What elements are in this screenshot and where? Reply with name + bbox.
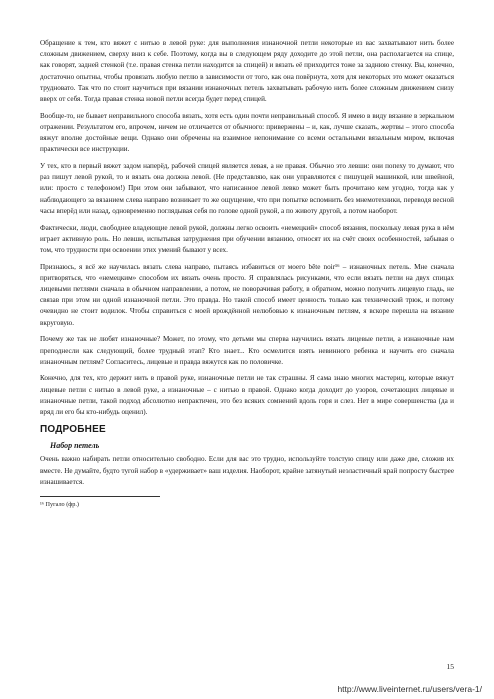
paragraph-6: Почему же так не любят изнаночные? Может, по этому, что детьми мы сперва научились вязать лицевые петли, а изнаночные нам преподнесли как следующий, более трудный этап? Кто знает... Кто осмелится взять невинного ребенка и научить его сначала изнаночным петлям? Согласитесь, лицевые и правда вяжутся как по половичке. bbox=[40, 335, 454, 366]
footnote-divider bbox=[40, 496, 160, 497]
paragraph-1: Обращение к тем, кто вяжет с нитью в левой руке: для выполнения изнаночной петли некоторые из вас захватывают нить более сложным движением, сверху вниз к себе. Поэтому, когда вы в следующем ряду доходите до этой петли, она располагается на спице, как говорят, задней стенкой (т.е. правая стенка петли находится за спицей) и вязать её приходится тоже за заднюю стенку. Вы, конечно, достаточно опытны, чтобы провязать любую петлю в зависимости от того, как она повёрнута, хотя для некоторых это может оказаться трудновато. Так что по стоит научиться при вязании изнаночных петель захватывать рабочую нить более сложным движением снизу вверх от себя. Тогда правая стенка новой петли всегда будет перед спицей. bbox=[40, 39, 454, 104]
paragraph-4: Фактически, люди, свободнее владеющие левой рукой, должны легко освоить «немецкий» способ вязания, поскольку левая рука в нём играет активную роль. Но левши, испытывая затруднения при обучении вязанию, относят их на счёт своих особенностей, забывая о том, что трудности при освоении этих умений бывают у всех. bbox=[40, 223, 454, 254]
section-heading: ПОДРОБНЕЕ bbox=[40, 424, 106, 436]
footer-url-link[interactable]: http://www.liveinternet.ru/users/vera-1/ bbox=[337, 684, 482, 694]
footnote: ¹⁶ Пугало (фр.) bbox=[40, 500, 79, 508]
paragraph-7: Конечно, для тех, кто держит нить в правой руке, изнаночные петли не так страшны. Я сама знаю многих мастериц, которые вяжут лицевые петли с нитью в левой руке, а изнаночные – с нитью в правой. Однако когда доходит до узоров, сочетающих лицевые и изнаночные петли, такой подход абсолютно непрактичен, это без всяких сомнений вдоль горя и слез. Нет в мире совершенства (да и вряд ли его бы кто-нибудь оценил). bbox=[40, 374, 454, 417]
paragraph-3: У тех, кто в первый вяжет задом наперёд, рабочей спицей является левая, а не правая. Обычно это левши: они попеху то думают, что раз пишут левой рукой, то и вязать она должна левой. (Не представляю, как они управляются с пишущей машинкой, или швейной, или: просто с телефоном!) При этом они забывают, что написанное левой левко может быть прочитано кем угодно, тогда как у наблюдающего за вязанием слева направо возникает то же ощущение, что при попытке вспомнить без мнемотехники, переводя весной часы вперёд или назад, одновременно поглядывая себя по голове одной рукой, а по животу другой, а потом наоборот. bbox=[40, 162, 454, 215]
paragraph-5: Признаюсь, я всё же научилась вязать слева направо, пытаясь избавиться от моего bête noir¹⁶ – изнаночных петель. Мне сначала притворяться, что «немецким» способом их вязать очень просто. Я справлялась рисунками, что если вязать петли на двух спицах лицевыми петлями сначала в обычном направлении, а потом, не поворачивая работу, в обратном, можно получить лицевую гладь, не связав при этом ни одной изнаночной петли. Это правда. Но такой способ имеет ценность только как технический трюк, и потому очевидно не стоит водилок. Чтобы справиться с моей врождённой нелюбовью к изнаночным петлям, я вскоре перешла на вязание вкруговую. bbox=[40, 262, 454, 327]
page-number: 15 bbox=[446, 662, 454, 671]
paragraph-2: Вообще-то, не бывает неправильного способа вязать, хотя есть один почти неправильный способ. Я имею в виду вязание в зеркальном отражении. Результатом его, впрочем, ничем не отличается от обычного: привержены – и, как, лучше сказать, жертвы – этого способа вяжут вполне достойные вещи. Однако они обречены на взаимное непонимание со всеми остальными вязальным миром, включая практически все инструкции. bbox=[40, 111, 454, 154]
page-body bbox=[40, 38, 454, 509]
paragraph-final: Очень важно набирать петли относительно свободно. Если для вас это трудно, используйте толстую спицу или даже две, сложив их вместе. Не думайте, будто тугой набор в «удерживает» ваш изделия. Наоборот, крайне затянутый неэластичный край попросту быстрее изнашивается. bbox=[40, 455, 454, 486]
subsection-heading: Набор петель bbox=[50, 441, 100, 451]
